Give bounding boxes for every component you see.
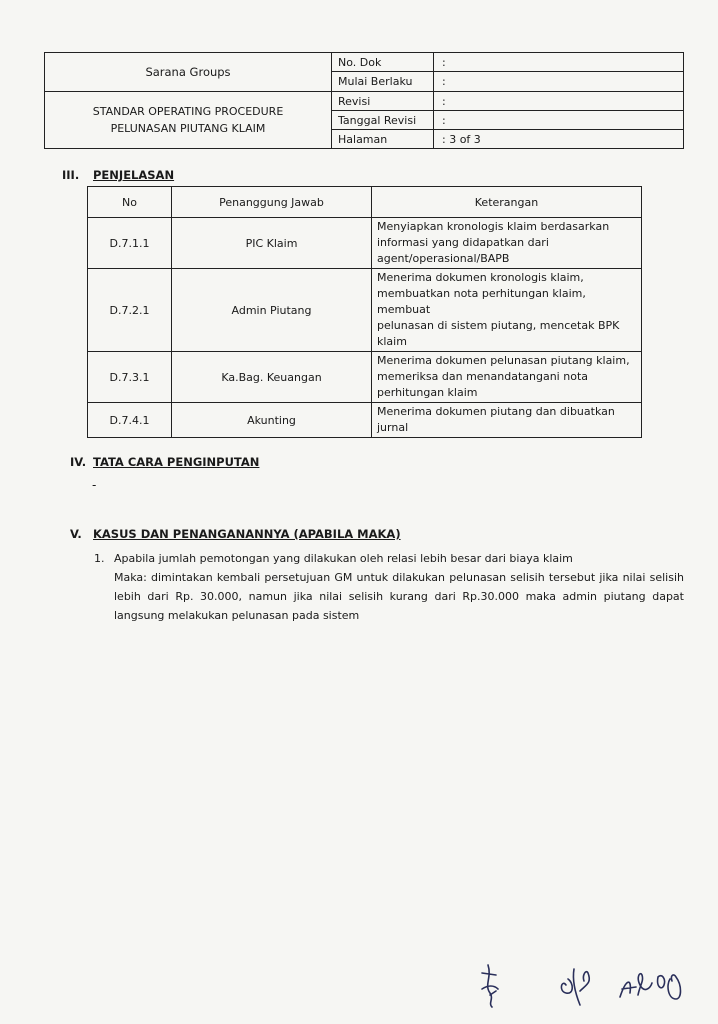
section-5-number: V. <box>70 527 82 541</box>
field-value-revisi: : <box>434 92 684 111</box>
field-label-mulai-berlaku: Mulai Berlaku <box>332 72 434 92</box>
field-value-mulai-berlaku: : <box>434 72 684 92</box>
document-header <box>44 52 684 149</box>
case-number: 1. <box>94 552 105 565</box>
row-keterangan <box>372 218 642 269</box>
keterangan-line: memeriksa dan menandatangani nota <box>377 370 588 383</box>
field-value-halaman: : 3 of 3 <box>434 130 684 149</box>
case-condition: Apabila jumlah pemotongan yang dilakukan oleh relasi lebih besar dari biaya klaim <box>114 552 573 565</box>
table-row <box>88 269 642 352</box>
field-value-tanggal-revisi: : <box>434 111 684 130</box>
row-keterangan <box>372 269 642 352</box>
row-pj: Ka.Bag. Keuangan <box>172 352 372 403</box>
table-row <box>88 403 642 438</box>
table-row <box>88 218 642 269</box>
sop-title-line2: PELUNASAN PIUTANG KLAIM <box>110 122 266 135</box>
section-5-heading <box>70 527 401 541</box>
keterangan-line: jurnal <box>377 421 409 434</box>
section-4-heading <box>70 455 259 469</box>
field-label-halaman: Halaman <box>332 130 434 149</box>
table-row <box>88 352 642 403</box>
section-4-title: TATA CARA PENGINPUTAN <box>93 455 260 469</box>
column-header-no: No <box>88 187 172 218</box>
section-4-number: IV. <box>70 455 87 469</box>
field-label-revisi: Revisi <box>332 92 434 111</box>
case-action: Maka: dimintakan kembali persetujuan GM untuk dilakukan pelunasan selisih tersebut jika nilai selisih lebih dari Rp. 30.000, namun jika nilai selisih kurang dari Rp.30.000 maka admin piutang dapat langsung melakukan pelunasan pada sistem <box>114 571 684 622</box>
signature-initials <box>470 955 700 1015</box>
keterangan-line: informasi yang didapatkan dari <box>377 236 549 249</box>
signature-mark <box>561 969 589 1005</box>
keterangan-line: Menyiapkan kronologis klaim berdasarkan <box>377 220 610 233</box>
row-no: D.7.1.1 <box>88 218 172 269</box>
section-3-heading <box>62 168 174 182</box>
row-no: D.7.3.1 <box>88 352 172 403</box>
keterangan-line: Menerima dokumen pelunasan piutang klaim, <box>377 354 630 367</box>
signature-mark <box>482 965 498 1007</box>
keterangan-line: membuatkan nota perhitungan klaim, membuat <box>377 287 586 316</box>
keterangan-line: perhitungan klaim <box>377 386 478 399</box>
row-keterangan <box>372 352 642 403</box>
sop-title <box>45 92 332 149</box>
section-4-content: - <box>92 478 97 492</box>
sop-title-line1: STANDAR OPERATING PROCEDURE <box>92 105 284 118</box>
keterangan-line: agent/operasional/BAPB <box>377 252 510 265</box>
row-pj: Akunting <box>172 403 372 438</box>
table-header-row <box>88 187 642 218</box>
row-no: D.7.4.1 <box>88 403 172 438</box>
row-pj: Admin Piutang <box>172 269 372 352</box>
row-no: D.7.2.1 <box>88 269 172 352</box>
section-5-title: KASUS DAN PENANGANANNYA (APABILA MAKA) <box>93 527 401 541</box>
column-header-keterangan: Keterangan <box>372 187 642 218</box>
keterangan-line: pelunasan di sistem piutang, mencetak BPK <box>377 319 620 332</box>
section-3-title: PENJELASAN <box>93 168 175 182</box>
field-label-no-dok: No. Dok <box>332 53 434 72</box>
row-pj: PIC Klaim <box>172 218 372 269</box>
field-value-no-dok: : <box>434 53 684 72</box>
company-name: Sarana Groups <box>45 53 332 92</box>
signature-mark <box>620 974 681 999</box>
keterangan-line: klaim <box>377 335 407 348</box>
responsibility-table <box>87 186 642 438</box>
section-3-number: III. <box>62 168 80 182</box>
field-label-tanggal-revisi: Tanggal Revisi <box>332 111 434 130</box>
row-keterangan <box>372 403 642 438</box>
keterangan-line: Menerima dokumen kronologis klaim, <box>377 271 584 284</box>
keterangan-line: Menerima dokumen piutang dan dibuatkan <box>377 405 615 418</box>
column-header-penanggung-jawab: Penanggung Jawab <box>172 187 372 218</box>
case-body <box>114 549 684 625</box>
